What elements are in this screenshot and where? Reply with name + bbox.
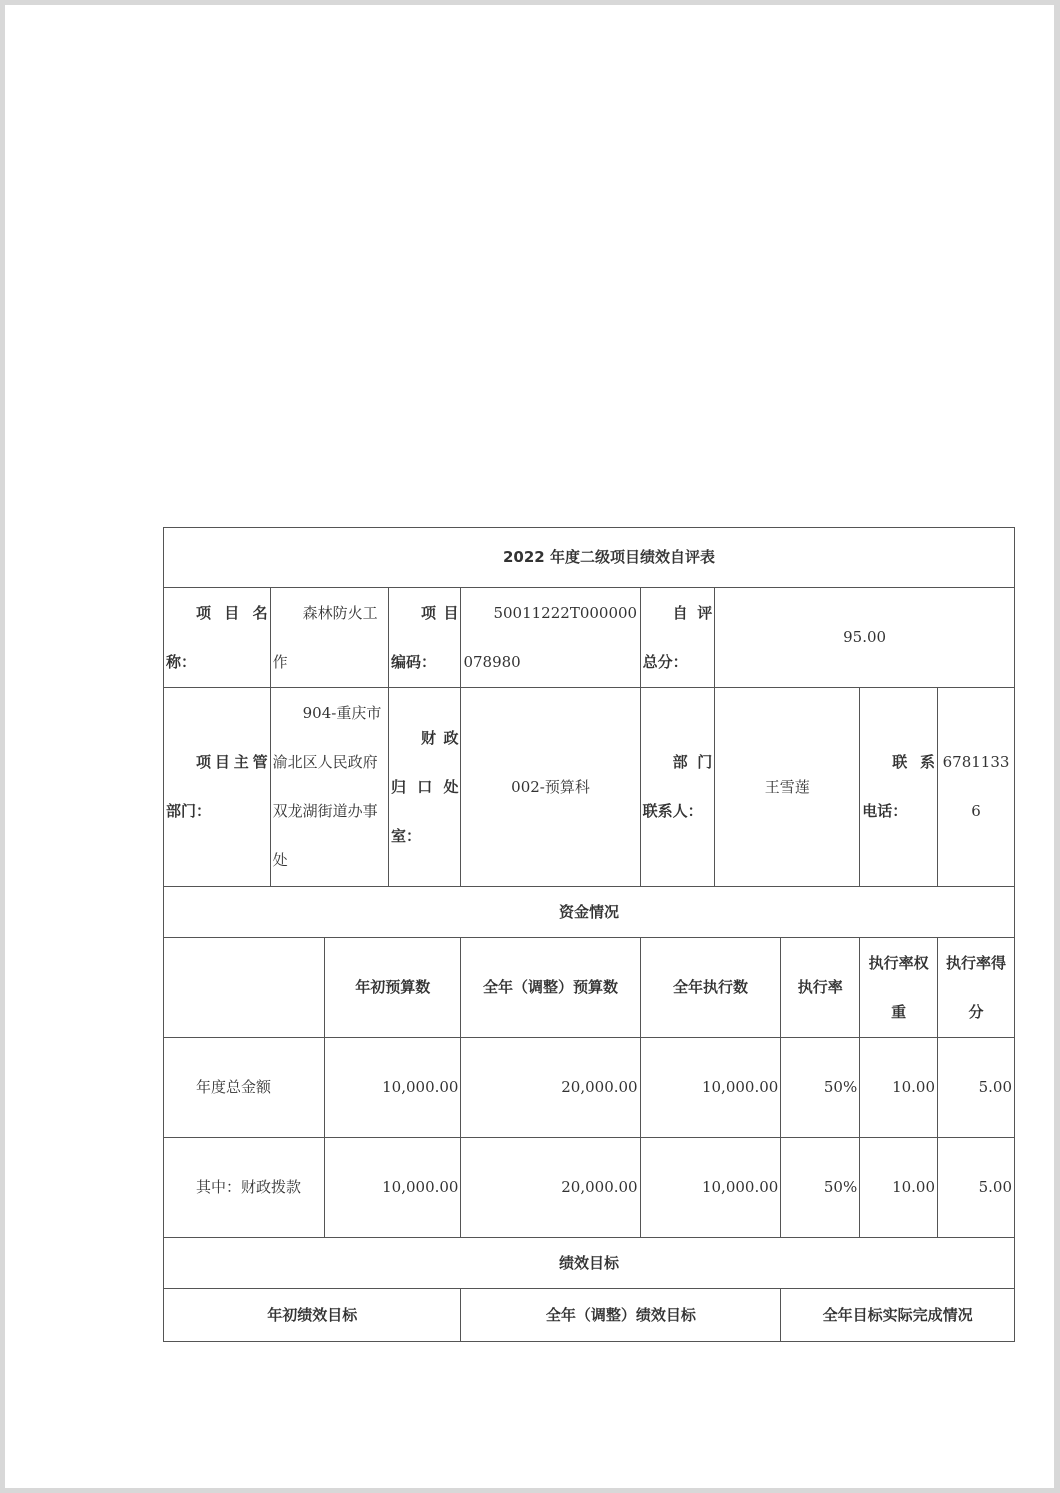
funds-exec-rate: 50% — [781, 1138, 860, 1238]
funds-row-label: 年度总金额 — [164, 1038, 325, 1138]
document-page — [5, 5, 1054, 1488]
funds-initial-budget: 10,000.00 — [325, 1038, 461, 1138]
funds-header-exec-score: 执行率得分 — [938, 938, 1015, 1038]
funds-exec-score: 5.00 — [938, 1138, 1015, 1238]
funds-header-exec-rate: 执行率 — [781, 938, 860, 1038]
funds-adjusted-budget: 20,000.00 — [461, 1038, 640, 1138]
project-name-label: 项目名称： — [164, 588, 271, 688]
phone-value: 67811336 — [938, 688, 1015, 887]
project-name-value: 森林防火工作 — [270, 588, 388, 688]
funds-exec-weight: 10.00 — [860, 1138, 938, 1238]
contact-value: 王雪莲 — [715, 688, 860, 887]
finance-office-value: 002-预算科 — [461, 688, 640, 887]
funds-exec-rate: 50% — [781, 1038, 860, 1138]
goals-header-adjusted: 全年（调整）绩效目标 — [461, 1289, 781, 1342]
funds-row-label: 其中：财政拨款 — [164, 1138, 325, 1238]
funds-initial-budget: 10,000.00 — [325, 1138, 461, 1238]
funds-executed: 10,000.00 — [640, 1138, 781, 1238]
funds-exec-score: 5.00 — [938, 1038, 1015, 1138]
table-row — [164, 1038, 1015, 1138]
funds-header-adjusted-budget: 全年（调整）预算数 — [461, 938, 640, 1038]
finance-office-label: 财政归口处室： — [388, 688, 461, 887]
performance-evaluation-table — [163, 527, 1015, 1342]
phone-label: 联系电话： — [860, 688, 938, 887]
goals-header-initial: 年初绩效目标 — [164, 1289, 461, 1342]
dept-value: 904-重庆市渝北区人民政府双龙湖街道办事处 — [270, 688, 388, 887]
funds-header-blank — [164, 938, 325, 1038]
goals-header-actual: 全年目标实际完成情况 — [781, 1289, 1015, 1342]
funds-header-executed: 全年执行数 — [640, 938, 781, 1038]
funds-section-title: 资金情况 — [164, 887, 1015, 938]
self-score-label: 自评总分： — [640, 588, 715, 688]
project-code-label: 项目编码： — [388, 588, 461, 688]
contact-label: 部门联系人： — [640, 688, 715, 887]
funds-adjusted-budget: 20,000.00 — [461, 1138, 640, 1238]
funds-executed: 10,000.00 — [640, 1038, 781, 1138]
page-title: 2022 年度二级项目绩效自评表 — [164, 528, 1015, 588]
funds-header-exec-weight: 执行率权重 — [860, 938, 938, 1038]
goals-section-title: 绩效目标 — [164, 1238, 1015, 1289]
project-code-value: 50011222T000000078980 — [461, 588, 640, 688]
funds-header-initial-budget: 年初预算数 — [325, 938, 461, 1038]
dept-label: 项目主管部门： — [164, 688, 271, 887]
table-row — [164, 1138, 1015, 1238]
funds-exec-weight: 10.00 — [860, 1038, 938, 1138]
self-score-value: 95.00 — [715, 588, 1015, 688]
